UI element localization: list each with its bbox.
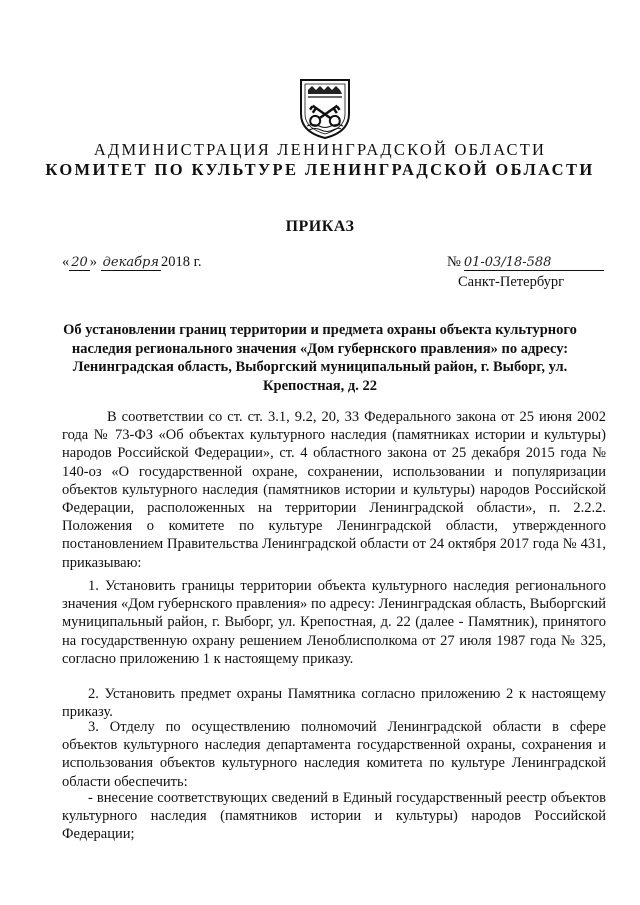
date-month-handwritten: декабря [102, 255, 159, 270]
number-prefix: № [447, 254, 461, 270]
date-open-quote: « [62, 254, 70, 270]
header-committee: КОМИТЕТ ПО КУЛЬТУРЕ ЛЕНИНГРАДСКОЙ ОБЛАСТИ [45, 160, 595, 179]
paragraph-item-3-bullet: - внесение соответствующих сведений в Единый государственный реестр объектов культурного наследия (памятников истории и культуры) народов Российской Федерации; [62, 790, 606, 843]
date-close-quote: » [89, 254, 98, 270]
document-type-title: ПРИКАЗ [285, 218, 355, 235]
date-day-handwritten: 20 [71, 255, 88, 270]
order-date [62, 254, 202, 271]
place-of-issue: Санкт-Петербург [458, 274, 565, 290]
date-year: 2018 г. [160, 254, 202, 270]
order-title: Об установлении границ территории и предмета охраны объекта культурного наследия регионального значения «Дом губернского правления» по адресу: Ленинградская область, Выборгский муниципальный район, г. Выборг, ул. Крепостная, д. 22 [63, 322, 577, 394]
paragraph-item-3: 3. Отделу по осуществлению полномочий Ленинградской области в сфере объектов культурного наследия департамента государственной охраны, сохранения и использования объектов культурного наследия комитета по культуре Ленинградской области обеспечить: [62, 719, 606, 790]
order-number [447, 254, 604, 271]
number-handwritten: 01-03/18-588 [464, 255, 604, 271]
paragraph-item-2: 2. Установить предмет охраны Памятника согласно приложению 2 к настоящему приказу. [62, 686, 606, 721]
paragraph-item-1: 1. Установить границы территории объекта культурного наследия регионального значения «Дом губернского правления» по адресу: Ленинградская область, Выборгский муниципальный район, г. Выборг, ул. Крепостная, д. 22 (далее - Памятник), принятого на государственную охрану решением Леноблисполкома от 27 июля 1987 года № 325, согласно приложению 1 к настоящему приказу. [62, 578, 606, 667]
header-administration: АДМИНИСТРАЦИЯ ЛЕНИНГРАДСКОЙ ОБЛАСТИ [93, 140, 547, 159]
paragraph-preamble: В соответствии со ст. ст. 3.1, 9.2, 20, 33 Федерального закона от 25 июня 2002 года № 73-ФЗ «Об объектах культурного наследия (памятниках истории и культуры) народов Российской Федерации», ст. 4 областного закона от 25 декабря 2015 года № 140-оз «О государственной охране, сохранении, использовании и популяризации объектов культурного наследия (памятников истории и культуры) народов Российской Федерации, расположенных на территории Ленинградской области», п. 2.2.2. Положения о комитете по культуре Ленинградской области, утвержденного постановлением Правительства Ленинградской области от 24 октября 2017 года № 431, приказываю: [62, 409, 606, 571]
coat-of-arms-icon [298, 78, 352, 140]
